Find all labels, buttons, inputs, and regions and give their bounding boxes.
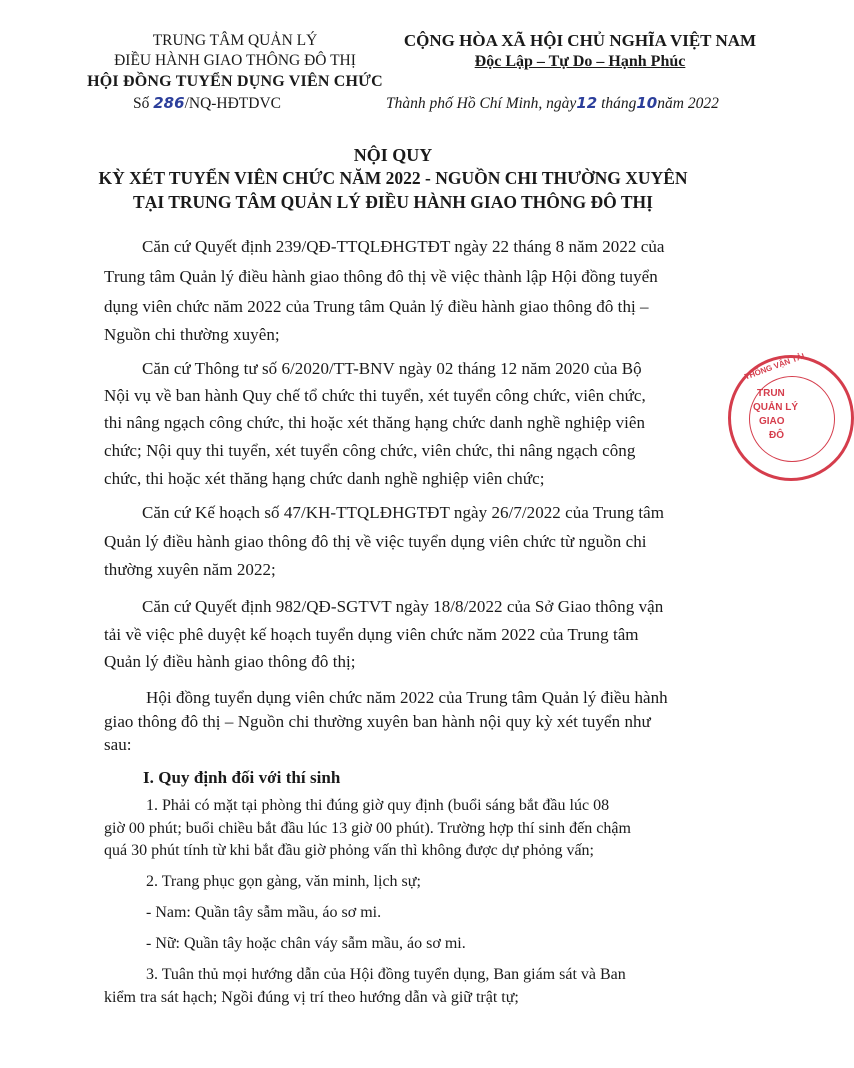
p3-line3: thường xuyên năm 2022; <box>104 560 276 579</box>
org-name-line1: TRUNG TÂM QUẢN LÝ <box>152 32 318 49</box>
item2-male: - Nam: Quần tây sẫm mầu, áo sơ mi. <box>146 904 382 921</box>
p2-line5: chức, thi hoặc xét thăng hạng chức danh nghề nghiệp viên chức; <box>104 469 545 488</box>
doc-number-prefix: Số <box>133 95 150 112</box>
seal-text-2: QUẢN LÝ <box>753 402 798 413</box>
section-1-heading: I. Quy định đối với thí sinh <box>143 768 341 787</box>
title-line3: TẠI TRUNG TÂM QUẢN LÝ ĐIỀU HÀNH GIAO THÔNG ĐÔ THỊ <box>133 192 653 212</box>
item2: 2. Trang phục gọn gàng, văn minh, lịch sự; <box>146 873 421 890</box>
item1-line1: 1. Phải có mặt tại phòng thi đúng giờ quy định (buổi sáng bắt đầu lúc 08 <box>146 797 610 814</box>
p5-line2: giao thông đô thị – Nguồn chi thường xuyên ban hành nội quy kỳ xét tuyển như <box>104 712 651 731</box>
p2-line4: chức; Nội quy thi tuyển, xét tuyển công chức, viên chức, thi nâng ngạch công <box>104 441 636 460</box>
p2-line1: Căn cứ Thông tư số 6/2020/TT-BNV ngày 02 tháng 12 năm 2020 của Bộ <box>142 359 642 378</box>
month-handwritten: 10 <box>636 94 658 112</box>
p1-line3: dụng viên chức năm 2022 của Trung tâm Quản lý điều hành giao thông đô thị – <box>104 297 649 316</box>
doc-number-handwritten: 286 <box>153 94 185 112</box>
p4-line1: Căn cứ Quyết định 982/QĐ-SGTVT ngày 18/8/2022 của Sở Giao thông vận <box>142 597 664 616</box>
motto <box>380 53 780 71</box>
place-date <box>386 94 719 113</box>
p2-line3: thi nâng ngạch công chức, thi hoặc xét thăng hạng chức danh nghề nghiệp viên <box>104 413 646 432</box>
p5-line3: sau: <box>104 735 132 754</box>
month-word: tháng <box>601 95 637 112</box>
seal-ring-text: THÔNG VẬN TẢI <box>743 351 806 382</box>
seal-text-4: ĐÔ <box>769 430 784 441</box>
p4-line2: tải về việc phê duyệt kế hoạch tuyển dụng viên chức năm 2022 của Trung tâm <box>104 625 639 644</box>
day-handwritten: 12 <box>576 94 598 112</box>
item2-female: - Nữ: Quần tây hoặc chân váy sẫm mầu, áo sơ mi. <box>146 935 466 952</box>
p5-line1: Hội đồng tuyển dụng viên chức năm 2022 của Trung tâm Quản lý điều hành <box>146 688 668 707</box>
motto-text: Độc Lập – Tự Do – Hạnh Phúc <box>474 53 686 70</box>
doc-number-suffix: /NQ-HĐTDVC <box>184 95 281 112</box>
seal-text-1: TRUN <box>757 388 785 399</box>
item1-line2: giờ 00 phút; buổi chiều bắt đầu lúc 13 giờ 00 phút). Trường hợp thí sinh đến chậm <box>104 820 631 837</box>
p1-line2: Trung tâm Quản lý điều hành giao thông đô thị về việc thành lập Hội đồng tuyển <box>104 267 658 286</box>
council-name: HỘI ĐỒNG TUYỂN DỤNG VIÊN CHỨC <box>87 73 383 90</box>
p3-line1: Căn cứ Kế hoạch số 47/KH-TTQLĐHGTĐT ngày 26/7/2022 của Trung tâm <box>142 503 665 522</box>
place-date-prefix: Thành phố Hồ Chí Minh, ngày <box>386 95 577 112</box>
seal-text-3: GIAO <box>759 416 785 427</box>
org-name-line2: ĐIỀU HÀNH GIAO THÔNG ĐÔ THỊ <box>114 52 356 69</box>
official-seal <box>728 351 854 481</box>
p2-line2: Nội vụ về ban hành Quy chế tổ chức thi tuyển, xét tuyển công chức, viên chức, <box>104 386 646 405</box>
p1-line4: Nguồn chi thường xuyên; <box>104 325 280 344</box>
year-text: năm 2022 <box>657 95 719 112</box>
p4-line3: Quản lý điều hành giao thông đô thị; <box>104 652 356 671</box>
p3-line2: Quản lý điều hành giao thông đô thị về việc tuyển dụng viên chức từ nguồn chi <box>104 532 647 551</box>
item1-line3: quá 30 phút tính từ khi bắt đầu giờ phỏng vấn thì không được dự phỏng vấn; <box>104 842 594 859</box>
title-line1: NỘI QUY <box>353 145 433 165</box>
doc-number <box>133 94 281 113</box>
title-line2: KỲ XÉT TUYỂN VIÊN CHỨC NĂM 2022 - NGUỒN CHI THƯỜNG XUYÊN <box>98 168 688 188</box>
p1-line1: Căn cứ Quyết định 239/QĐ-TTQLĐHGTĐT ngày 22 tháng 8 năm 2022 của <box>142 237 665 256</box>
item3-line2: kiểm tra sát hạch; Ngồi đúng vị trí theo hướng dẫn và giữ trật tự; <box>104 989 519 1006</box>
nation-name: CỘNG HÒA XÃ HỘI CHỦ NGHĨA VIỆT NAM <box>403 31 757 50</box>
item3-line1: 3. Tuân thủ mọi hướng dẫn của Hội đồng tuyển dụng, Ban giám sát và Ban <box>146 966 626 983</box>
